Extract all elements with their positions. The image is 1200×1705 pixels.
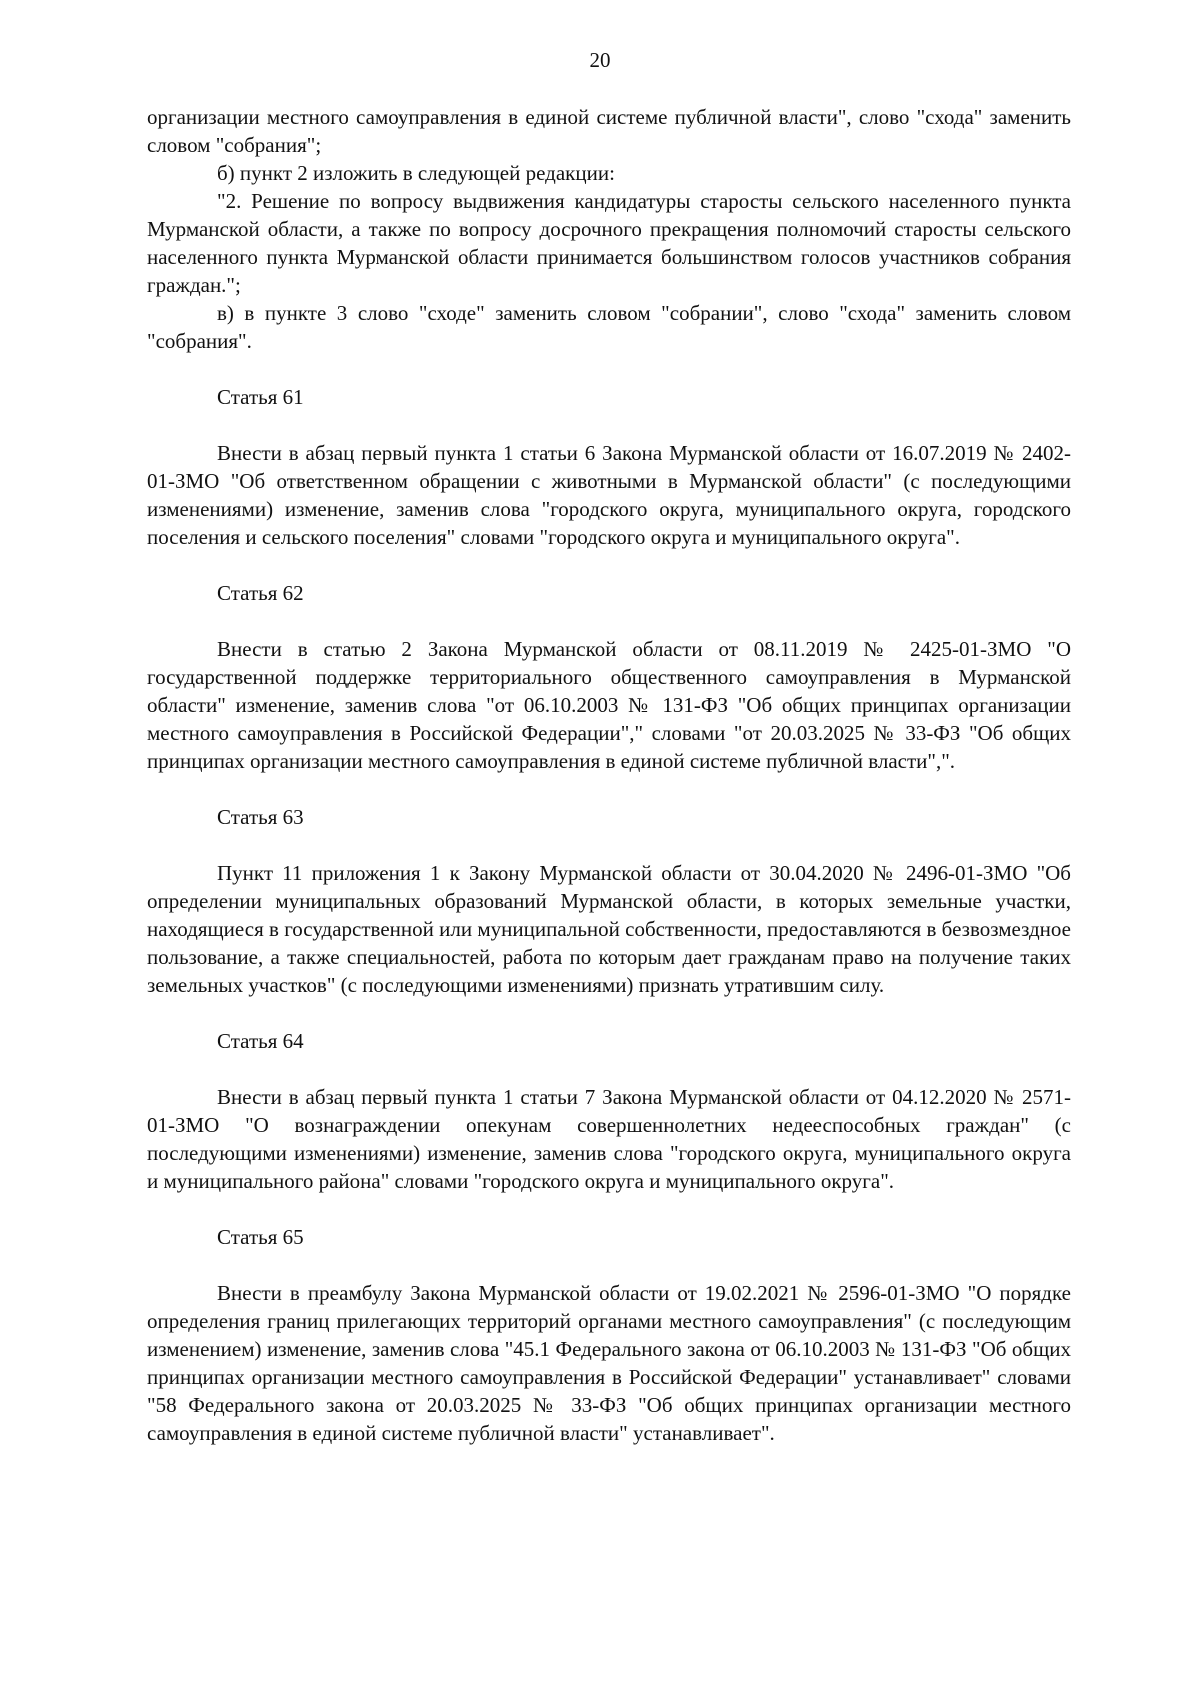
article-64-heading: Статья 64 (217, 1029, 304, 1053)
article-65-heading: Статья 65 (217, 1225, 304, 1249)
article-61-text: Внести в абзац первый пункта 1 статьи 6 Закона Мурманской области от 16.07.2019 № 2402-01-ЗМО "Об ответственном обращении с животными в Мурманской области" (с последующими изменениями) изменение, заменив слова "городского округа, муниципального округа, городского поселения и сельского поселения" словами "городского округа и муниципального округа". (147, 441, 1071, 549)
intro-paragraph-3: "2. Решение по вопросу выдвижения кандидатуры старосты сельского населенного пункта Мурманской области, а также по вопросу досрочного прекращения полномочий старосты сельского населенного пункта Мурманской области принимается большинством голосов участников собрания граждан."; (147, 189, 1071, 297)
page-number: 20 (589, 48, 611, 72)
article-63-heading: Статья 63 (217, 805, 304, 829)
document-body (147, 103, 1071, 1447)
intro-paragraph-2: б) пункт 2 изложить в следующей редакции: (217, 161, 615, 185)
article-62-text: Внести в статью 2 Закона Мурманской области от 08.11.2019 № 2425-01-ЗМО "О государственной поддержке территориального общественного самоуправления в Мурманской области" изменение, заменив слова "от 06.10.2003 № 131-ФЗ "Об общих принципах организации местного самоуправления в Российской Федерации"," словами "от 20.03.2025 № 33-ФЗ "Об общих принципах организации местного самоуправления в единой системе публичной власти",". (147, 637, 1071, 773)
intro-paragraph-1: организации местного самоуправления в единой системе публичной власти", слово "схода" заменить словом "собрания"; (147, 105, 1071, 157)
intro-paragraph-4: в) в пункте 3 слово "сходе" заменить словом "собрании", слово "схода" заменить словом "собрания". (147, 301, 1071, 353)
article-65-text: Внести в преамбулу Закона Мурманской области от 19.02.2021 № 2596-01-ЗМО "О порядке определения границ прилегающих территорий органами местного самоуправления" (с последующим изменением) изменение, заменив слова "45.1 Федерального закона от 06.10.2003 № 131-ФЗ "Об общих принципах организации местного самоуправления в Российской Федерации" устанавливает" словами "58 Федерального закона от 20.03.2025 № 33-ФЗ "Об общих принципах организации местного самоуправления в единой системе публичной власти" устанавливает". (147, 1281, 1071, 1445)
article-64-text: Внести в абзац первый пункта 1 статьи 7 Закона Мурманской области от 04.12.2020 № 2571-01-ЗМО "О вознаграждении опекунам совершеннолетних недееспособных граждан" (с последующими изменениями) изменение, заменив слова "городского округа, муниципального округа и муниципального района" словами "городского округа и муниципального округа". (147, 1085, 1071, 1193)
article-63-text: Пункт 11 приложения 1 к Закону Мурманской области от 30.04.2020 № 2496-01-ЗМО "Об определении муниципальных образований Мурманской области, в которых земельные участки, находящиеся в государственной или муниципальной собственности, предоставляются в безвозмездное пользование, а также специальностей, работа по которым дает гражданам право на получение таких земельных участков" (с последующими изменениями) признать утратившим силу. (147, 861, 1071, 997)
article-62-heading: Статья 62 (217, 581, 304, 605)
article-61-heading: Статья 61 (217, 385, 304, 409)
